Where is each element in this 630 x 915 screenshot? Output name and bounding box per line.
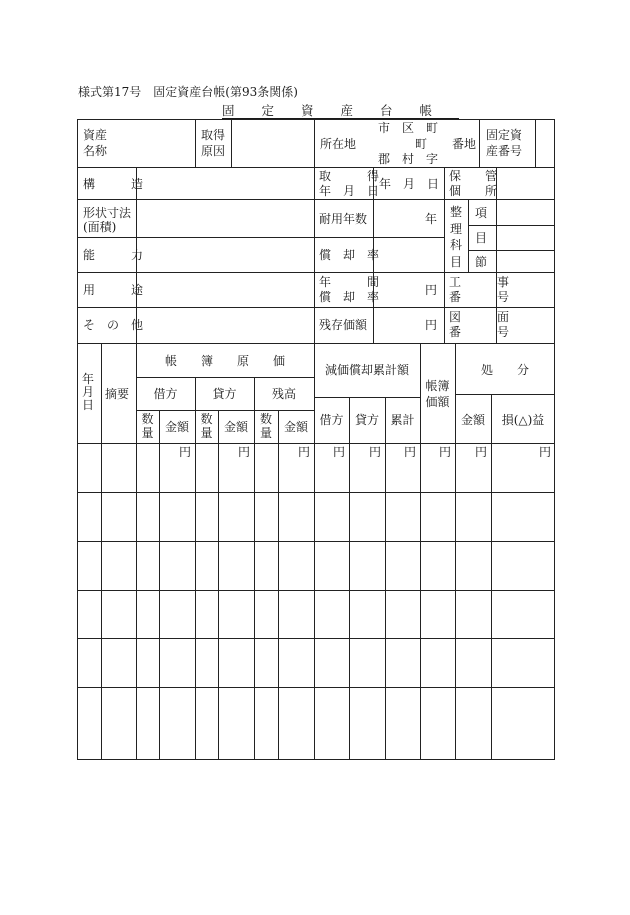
depreciation-debit-header: 借方 <box>319 413 344 427</box>
useful-life-label: 耐用年数 <box>319 212 368 226</box>
depreciation-rate-label: 償 却 率 <box>319 248 380 262</box>
acquisition-cause-label: 取得 原因 <box>201 128 226 158</box>
yen-mark: 円 <box>403 445 416 459</box>
yen-mark: 円 <box>332 445 345 459</box>
yen-mark: 円 <box>368 445 381 459</box>
asset-name-label: 資産 名称 <box>83 128 108 158</box>
quantity-header: 数 量 <box>141 412 154 440</box>
document-title: 固定資産台帳 <box>222 103 460 118</box>
others-label: そ の 他 <box>83 318 144 332</box>
area-label: (面積) <box>83 220 117 234</box>
acquisition-date-label-bottom: 年 月 日 <box>319 184 380 198</box>
item-moku-label: 目 <box>475 231 488 245</box>
capacity-label: 能 力 <box>83 248 144 262</box>
amount-header: 金額 <box>283 420 308 434</box>
amount-header: 金額 <box>223 420 248 434</box>
item-kou-label: 項 <box>475 206 488 220</box>
yen-unit: 円 <box>425 318 438 332</box>
credit-header: 貸方 <box>212 387 237 401</box>
yen-mark: 円 <box>438 445 451 459</box>
yen-mark: 円 <box>237 445 250 459</box>
book-value-header: 帳簿 価額 <box>425 379 450 409</box>
drawing-number-label-top: 図 面 <box>449 310 510 324</box>
custody-label-bottom: 個 所 <box>449 184 498 198</box>
item-setsu-label: 節 <box>475 255 488 269</box>
quantity-header: 数 量 <box>259 412 272 440</box>
yen-unit: 円 <box>425 283 438 297</box>
balance-header: 残高 <box>271 387 296 401</box>
structure-label: 構 造 <box>83 177 144 191</box>
amount-header: 金額 <box>164 420 189 434</box>
date-column-header: 年 月 日 <box>82 372 95 412</box>
work-number-label-top: 工 事 <box>449 275 510 289</box>
depreciation-total-header: 累計 <box>390 413 415 427</box>
quantity-header: 数 量 <box>200 412 213 440</box>
yen-mark: 円 <box>178 445 191 459</box>
acquisition-date-value: 年 月 日 <box>379 177 440 191</box>
shape-dimensions-label: 形状寸法 <box>83 206 132 220</box>
form-label: 様式第17号 固定資産台帳(第93条関係) <box>78 85 298 99</box>
town-label: 町 <box>415 137 428 151</box>
city-ward-town-label: 市 区 町 <box>378 121 439 135</box>
residual-value-label: 残存価額 <box>319 318 368 332</box>
location-label: 所在地 <box>320 137 357 151</box>
year-unit: 年 <box>425 212 438 226</box>
yen-mark: 円 <box>297 445 310 459</box>
drawing-number-label-bottom: 番 号 <box>449 325 510 339</box>
annual-depreciation-label-top: 年 間 <box>319 275 380 289</box>
gain-loss-header: 損(△)益 <box>501 413 545 427</box>
acquisition-date-label-top: 取 得 <box>319 169 380 183</box>
lot-number-label: 番地 <box>452 137 477 151</box>
asset-number-label: 固定資 産番号 <box>486 128 523 158</box>
accumulated-depreciation-header: 減価償却累計額 <box>324 363 409 377</box>
county-village-aza-label: 郡 村 字 <box>378 152 439 166</box>
custody-label-top: 保 管 <box>449 169 498 183</box>
yen-mark: 円 <box>538 445 551 459</box>
book-original-cost-header: 帳 簿 原 価 <box>164 354 285 368</box>
disposal-amount-header: 金額 <box>460 413 485 427</box>
depreciation-credit-header: 貸方 <box>354 413 379 427</box>
debit-header: 借方 <box>153 387 178 401</box>
classification-label: 整 理 科 目 <box>450 205 463 269</box>
annual-depreciation-label-bottom: 償 却 率 <box>319 290 380 304</box>
work-number-label-bottom: 番 号 <box>449 290 510 304</box>
disposal-header: 処 分 <box>480 363 529 377</box>
summary-header: 摘要 <box>105 387 130 401</box>
yen-mark: 円 <box>474 445 487 459</box>
usage-label: 用 途 <box>83 283 144 297</box>
